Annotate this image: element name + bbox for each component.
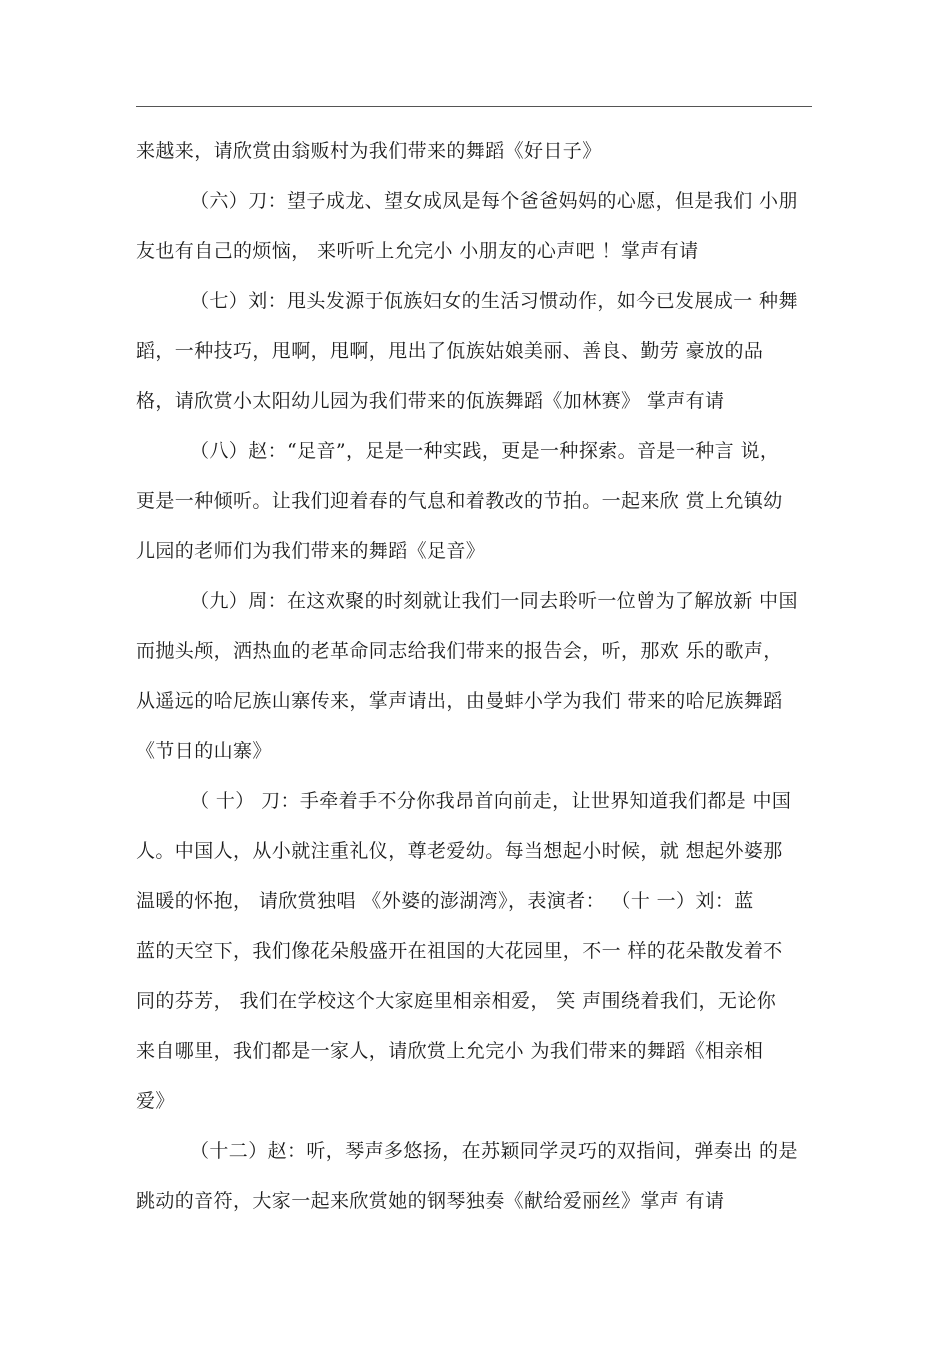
text-line: 爱》 [136, 1090, 175, 1112]
text-line: （六）刀：望子成龙、望女成凤是每个爸爸妈妈的心愿，但是我们 小朋 [190, 190, 798, 212]
text-line: （九）周：在这欢聚的时刻就让我们一同去聆听一位曾为了解放新 中国 [190, 590, 798, 612]
text-line: （七）刘：甩头发源于佤族妇女的生活习惯动作，如今已发展成一 种舞 [190, 290, 798, 312]
text-line: 人。中国人，从小就注重礼仪，尊老爱幼。每当想起小时候，就 想起外婆那 [136, 840, 783, 862]
text-line: 友也有自己的烦恼， 来听听上允完小 小朋友的心声吧 ！掌声有请 [136, 240, 699, 262]
text-line: 蓝的天空下，我们像花朵般盛开在祖国的大花园里，不一 样的花朵散发着不 [136, 940, 783, 962]
text-line: 从遥远的哈尼族山寨传来，掌声请出，由曼蚌小学为我们 带来的哈尼族舞蹈 [136, 690, 783, 712]
text-line: 《节日的山寨》 [136, 740, 272, 762]
text-line: 更是一种倾听。让我们迎着春的气息和着教改的节拍。一起来欣 赏上允镇幼 [136, 490, 783, 512]
text-line: 来自哪里，我们都是一家人，请欣赏上允完小 为我们带来的舞蹈《相亲相 [136, 1040, 764, 1062]
text-line: 蹈，一种技巧，甩啊，甩啊，甩出了佤族姑娘美丽、善良、勤劳 豪放的品 [136, 340, 764, 362]
text-line: （ 十） 刀：手牵着手不分你我昂首向前走，让世界知道我们都是 中国 [190, 790, 792, 812]
text-line: 跳动的音符，大家一起来欣赏她的钢琴独奏《献给爱丽丝》掌声 有请 [136, 1190, 725, 1212]
text-line: 同的芬芳， 我们在学校这个大家庭里相亲相爱， 笑 声围绕着我们，无论你 [136, 990, 777, 1012]
header-rule [136, 106, 812, 107]
text-line: （八）赵：“足音”，足是一种实践，更是一种探索。音是一种言 说， [190, 440, 780, 462]
text-line: 来越来，请欣赏由翁贩村为我们带来的舞蹈《好日子》 [136, 140, 602, 162]
text-line: 而抛头颅，洒热血的老革命同志给我们带来的报告会，听，那欢 乐的歌声， [136, 640, 783, 662]
text-line: （十二）赵：听，琴声多悠扬，在苏颖同学灵巧的双指间，弹奏出 的是 [190, 1140, 798, 1162]
text-line: 温暖的怀抱， 请欣赏独唱 《外婆的澎湖湾》，表演者： （十 一）刘：蓝 [136, 890, 754, 912]
text-line: 儿园的老师们为我们带来的舞蹈《足音》 [136, 540, 486, 562]
text-line: 格，请欣赏小太阳幼儿园为我们带来的佤族舞蹈《加林赛》 掌声有请 [136, 390, 725, 412]
